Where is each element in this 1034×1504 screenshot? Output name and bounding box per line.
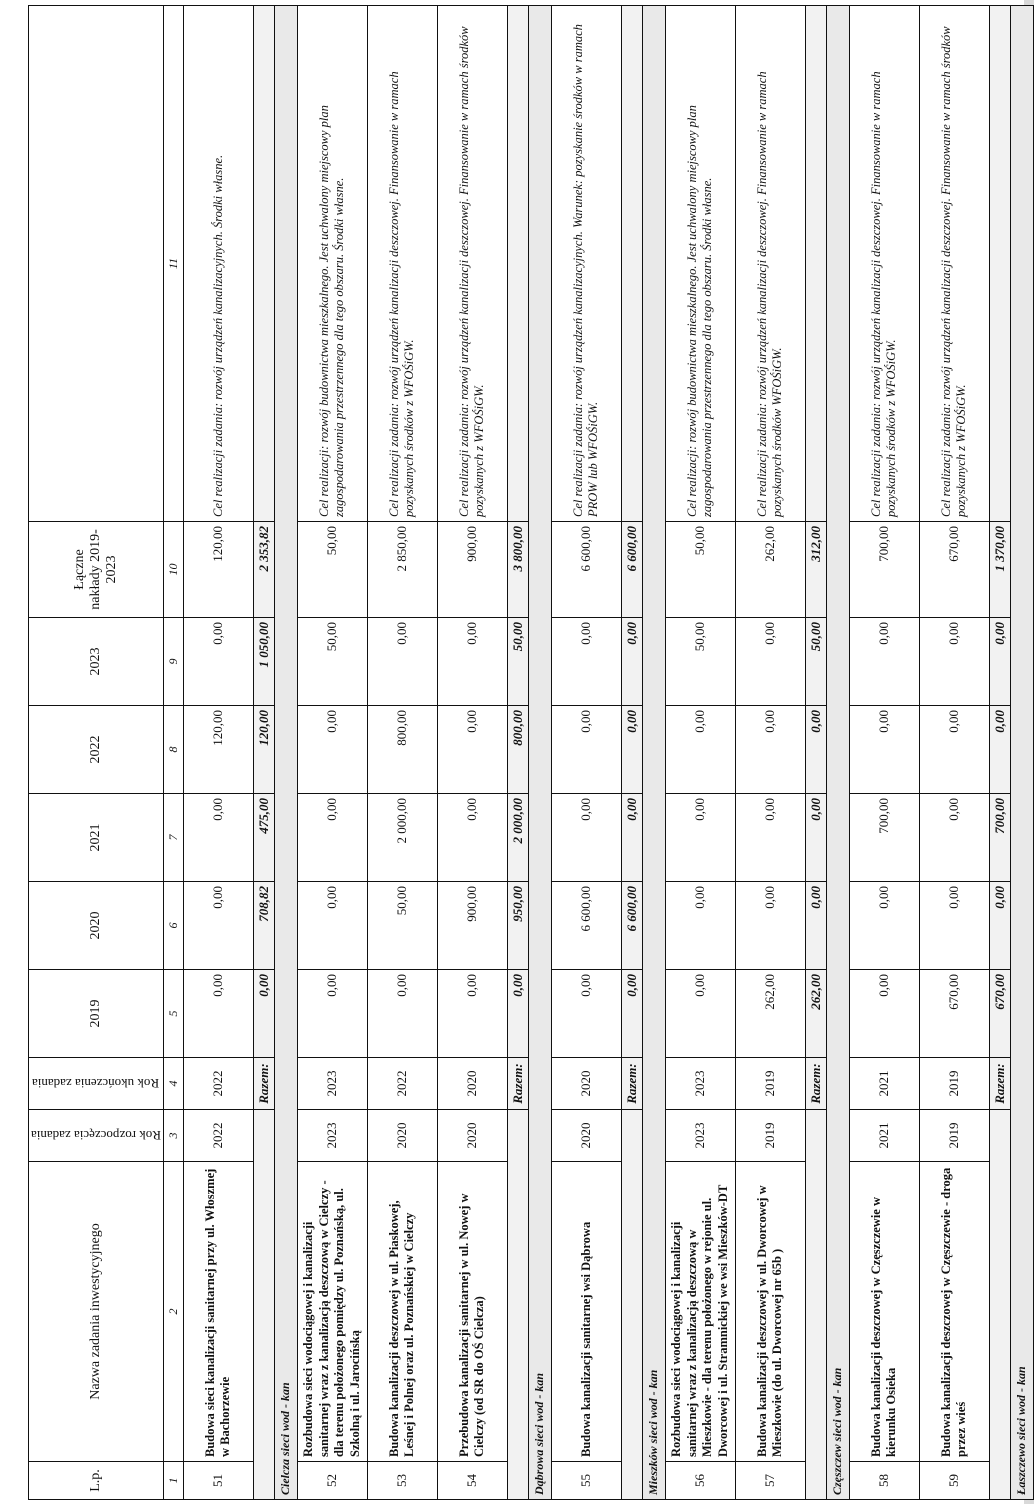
header-task-name: Nazwa zadania inwestycyjnego: [29, 1162, 164, 1462]
cell-v2023: 0,00: [437, 618, 507, 706]
cell-lp: 56: [665, 1462, 735, 1500]
cell-empty: [507, 6, 528, 522]
header-notes: [29, 6, 164, 522]
group-heading-row: [274, 6, 297, 1500]
cell-v2021: 2 000,00: [367, 794, 437, 882]
cell-task-name: Budowa kanalizacji deszczowej w Częszczewie w kierunku Osieka: [849, 1162, 919, 1462]
cell-v2022: 0,00: [735, 706, 805, 794]
cell-total: 2 850,00: [367, 522, 437, 618]
cell-note: Cel realizacji zadania: rozwój urządzeń kanalizacji deszczowej. Finansowanie w ramach pozyskanych środków z WFOŚiGW.: [849, 6, 919, 522]
cell-v2019: 0,00: [437, 970, 507, 1058]
column-number: 8: [163, 706, 183, 794]
cell-v2020: 50,00: [367, 882, 437, 970]
header-lp: L.p.: [29, 1462, 164, 1500]
column-number: 2: [163, 1162, 183, 1462]
cell-start-year: 2023: [665, 1110, 735, 1162]
cell-empty: [621, 1110, 642, 1500]
cell-sum-total: 312,00: [805, 522, 826, 618]
cell-v2021: 0,00: [665, 794, 735, 882]
subtotal-row: [253, 6, 274, 1500]
cell-v2023: 0,00: [735, 618, 805, 706]
cell-sum-v2023: 0,00: [989, 618, 1010, 706]
cell-lp: 58: [849, 1462, 919, 1500]
cell-start-year: 2022: [183, 1110, 253, 1162]
cell-sum-v2021: 0,00: [805, 794, 826, 882]
cell-v2020: 0,00: [735, 882, 805, 970]
cell-v2023: 0,00: [551, 618, 621, 706]
cell-task-name: Budowa kanalizacji sanitarnej wsi Dąbrowa: [551, 1162, 621, 1462]
table-row: [735, 6, 805, 1500]
cell-empty: [253, 6, 274, 522]
cell-v2023: 0,00: [367, 618, 437, 706]
cell-v2023: 0,00: [919, 618, 989, 706]
cell-v2019: 0,00: [367, 970, 437, 1058]
cell-sum-v2019: 0,00: [507, 970, 528, 1058]
cell-v2022: 0,00: [437, 706, 507, 794]
cell-total: 120,00: [183, 522, 253, 618]
cell-end-year: 2019: [919, 1058, 989, 1110]
cell-lp: 59: [919, 1462, 989, 1500]
cell-sum-v2021: 0,00: [621, 794, 642, 882]
cell-v2021: 0,00: [437, 794, 507, 882]
cell-lp: 53: [367, 1462, 437, 1500]
header-2021: 2021: [29, 794, 164, 882]
cell-lp: 54: [437, 1462, 507, 1500]
group-label: Łaszczewo sieci wod - kan: [1010, 6, 1033, 1500]
subtotal-row: [507, 6, 528, 1500]
cell-razem-label: Razem:: [621, 1058, 642, 1110]
cell-v2020: 0,00: [919, 882, 989, 970]
cell-sum-v2022: 800,00: [507, 706, 528, 794]
cell-v2020: 0,00: [849, 882, 919, 970]
cell-sum-v2023: 50,00: [507, 618, 528, 706]
cell-sum-v2023: 0,00: [621, 618, 642, 706]
cell-v2019: 0,00: [849, 970, 919, 1058]
cell-task-name: Budowa kanalizacji deszczowej w ul. Piaskowej, Leśnej i Polnej oraz ul. Poznańskiej w Cielczy: [367, 1162, 437, 1462]
group-label: Dąbrowa sieci wod - kan: [528, 6, 551, 1500]
column-number: 5: [163, 970, 183, 1058]
cell-total: 6 600,00: [551, 522, 621, 618]
cell-v2020: 0,00: [183, 882, 253, 970]
cell-v2023: 0,00: [183, 618, 253, 706]
cell-sum-v2022: 0,00: [989, 706, 1010, 794]
cell-v2019: 0,00: [551, 970, 621, 1058]
investment-table: [28, 5, 1034, 1500]
cell-end-year: 2023: [297, 1058, 367, 1110]
group-label: Częszczew sieci wod - kan: [826, 6, 849, 1500]
cell-v2022: 0,00: [849, 706, 919, 794]
cell-v2023: 50,00: [297, 618, 367, 706]
header-2023: 2023: [29, 618, 164, 706]
cell-sum-v2019: 262,00: [805, 970, 826, 1058]
cell-sum-v2021: 2 000,00: [507, 794, 528, 882]
table-row: [551, 6, 621, 1500]
header-2022: 2022: [29, 706, 164, 794]
column-number: 7: [163, 794, 183, 882]
column-number: 4: [163, 1058, 183, 1110]
cell-v2019: 0,00: [297, 970, 367, 1058]
group-heading-row: [1010, 6, 1033, 1500]
header-total: Łączne nakłady 2019-2023: [29, 522, 164, 618]
column-number: 10: [163, 522, 183, 618]
cell-razem-label: Razem:: [805, 1058, 826, 1110]
subtotal-row: [621, 6, 642, 1500]
group-heading-row: [826, 6, 849, 1500]
cell-v2021: 700,00: [849, 794, 919, 882]
table-row: [183, 6, 253, 1500]
cell-task-name: Przebudowa kanalizacji sanitarnej w ul. Nowej w Cielczy (od SR do OŚ Cielcza): [437, 1162, 507, 1462]
cell-lp: 52: [297, 1462, 367, 1500]
cell-sum-v2020: 950,00: [507, 882, 528, 970]
table-row: [665, 6, 735, 1500]
header-start-year: Rok rozpoczęcia zadania: [29, 1110, 164, 1162]
cell-v2022: 0,00: [297, 706, 367, 794]
cell-razem-label: Razem:: [989, 1058, 1010, 1110]
cell-sum-v2019: 0,00: [253, 970, 274, 1058]
cell-sum-v2021: 475,00: [253, 794, 274, 882]
cell-task-name: Rozbudowa sieci wodociągowej i kanalizacji sanitarnej wraz z kanalizacją deszczową w Cielczy - dla terenu położonego pomiędzy ul. Poznańską, ul. Szkolną i ul. Jarocińską: [297, 1162, 367, 1462]
cell-start-year: 2019: [919, 1110, 989, 1162]
cell-empty: [507, 1110, 528, 1500]
cell-sum-total: 1 370,00: [989, 522, 1010, 618]
cell-start-year: 2023: [297, 1110, 367, 1162]
cell-empty: [621, 6, 642, 522]
cell-note: Cel realizacji: rozwój budownictwa mieszkalnego. Jest uchwalony miejscowy plan zagospodarowania przestrzennego dla tego obszaru. Środki własne.: [665, 6, 735, 522]
cell-v2022: 0,00: [919, 706, 989, 794]
cell-v2019: 262,00: [735, 970, 805, 1058]
column-number-row: [163, 6, 183, 1500]
cell-total: 50,00: [665, 522, 735, 618]
group-heading-row: [642, 6, 665, 1500]
subtotal-row: [989, 6, 1010, 1500]
cell-lp: 51: [183, 1462, 253, 1500]
cell-task-name: Budowa sieci kanalizacji sanitarnej przy ul. Włoszmej w Bachorzewie: [183, 1162, 253, 1462]
cell-total: 670,00: [919, 522, 989, 618]
cell-empty: [253, 1110, 274, 1500]
cell-note: Cel realizacji zadania: rozwój urządzeń kanalizacyjnych. Środki własne.: [183, 6, 253, 522]
group-label: Mieszków sieci wod - kan: [642, 6, 665, 1500]
table-row: [367, 6, 437, 1500]
table-row: [437, 6, 507, 1500]
cell-sum-total: 6 600,00: [621, 522, 642, 618]
subtotal-row: [805, 6, 826, 1500]
cell-end-year: 2023: [665, 1058, 735, 1110]
column-number: 9: [163, 618, 183, 706]
cell-end-year: 2020: [437, 1058, 507, 1110]
column-number: 3: [163, 1110, 183, 1162]
cell-lp: 55: [551, 1462, 621, 1500]
cell-end-year: 2020: [551, 1058, 621, 1110]
cell-sum-v2023: 1 050,00: [253, 618, 274, 706]
cell-razem-label: Razem:: [253, 1058, 274, 1110]
cell-note: Cel realizacji zadania: rozwój urządzeń kanalizacji deszczowej. Finansowanie w ramach pozyskanych środków z WFOŚiGW.: [367, 6, 437, 522]
cell-empty: [805, 6, 826, 522]
header-end-year: Rok ukończenia zadania: [29, 1058, 164, 1110]
cell-start-year: 2019: [735, 1110, 805, 1162]
cell-v2021: 0,00: [297, 794, 367, 882]
cell-sum-v2022: 120,00: [253, 706, 274, 794]
cell-v2022: 0,00: [665, 706, 735, 794]
cell-end-year: 2021: [849, 1058, 919, 1110]
cell-task-name: Budowa kanalizacji deszczowej w ul. Dworcowej w Mieszkowie (do ul. Dworcowej nr 65b ): [735, 1162, 805, 1462]
cell-note: Cel realizacji zadania: rozwój urządzeń kanalizacji deszczowej. Finansowanie w ramach środków pozyskanych z WFOŚiGW.: [437, 6, 507, 522]
cell-sum-v2023: 50,00: [805, 618, 826, 706]
cell-v2020: 0,00: [297, 882, 367, 970]
cell-sum-v2022: 0,00: [621, 706, 642, 794]
table-row: [919, 6, 989, 1500]
cell-sum-total: 2 353,82: [253, 522, 274, 618]
cell-v2019: 0,00: [665, 970, 735, 1058]
cell-start-year: 2020: [367, 1110, 437, 1162]
cell-note: Cel realizacji: rozwój budownictwa mieszkalnego. Jest uchwalony miejscowy plan zagospodarowania przestrzennego dla tego obszaru. Środki własne.: [297, 6, 367, 522]
cell-v2023: 50,00: [665, 618, 735, 706]
group-heading-row: [528, 6, 551, 1500]
cell-v2021: 0,00: [735, 794, 805, 882]
cell-note: Cel realizacji zadania: rozwój urządzeń kanalizacyjnych. Warunek: pozyskanie środków w ramach PROW lub WFOŚiGW.: [551, 6, 621, 522]
cell-empty: [805, 1110, 826, 1500]
cell-start-year: 2020: [551, 1110, 621, 1162]
cell-v2022: 120,00: [183, 706, 253, 794]
cell-v2021: 0,00: [183, 794, 253, 882]
cell-note: Cel realizacji zadania: rozwój urządzeń kanalizacji deszczowej. Finansowanie w ramach pozyskanych środków WFOŚiGW.: [735, 6, 805, 522]
cell-v2022: 800,00: [367, 706, 437, 794]
column-number: 6: [163, 882, 183, 970]
cell-task-name: Budowa kanalizacji deszczowej w Częszczewie - droga przez wieś: [919, 1162, 989, 1462]
cell-sum-v2020: 0,00: [805, 882, 826, 970]
cell-total: 50,00: [297, 522, 367, 618]
cell-v2019: 0,00: [183, 970, 253, 1058]
cell-sum-v2021: 700,00: [989, 794, 1010, 882]
cell-sum-v2022: 0,00: [805, 706, 826, 794]
cell-total: 262,00: [735, 522, 805, 618]
column-number: 1: [163, 1462, 183, 1500]
table-row: [849, 6, 919, 1500]
cell-empty: [989, 1110, 1010, 1500]
header-2019: 2019: [29, 970, 164, 1058]
cell-sum-total: 3 800,00: [507, 522, 528, 618]
cell-v2023: 0,00: [849, 618, 919, 706]
cell-task-name: Rozbudowa sieci wodociągowej i kanalizacji sanitarnej wraz z kanalizacją deszczową w Mieszkowie - dla terenu położonego w rejonie ul. Dworcowej i ul. Stramnickiej we wsi Mieszków-DT: [665, 1162, 735, 1462]
cell-v2020: 900,00: [437, 882, 507, 970]
cell-v2022: 0,00: [551, 706, 621, 794]
cell-sum-v2020: 708,82: [253, 882, 274, 970]
cell-start-year: 2020: [437, 1110, 507, 1162]
cell-v2021: 0,00: [919, 794, 989, 882]
cell-lp: 57: [735, 1462, 805, 1500]
cell-sum-v2020: 6 600,00: [621, 882, 642, 970]
cell-sum-v2019: 0,00: [621, 970, 642, 1058]
cell-v2020: 6 600,00: [551, 882, 621, 970]
cell-end-year: 2019: [735, 1058, 805, 1110]
cell-total: 700,00: [849, 522, 919, 618]
cell-start-year: 2021: [849, 1110, 919, 1162]
table-row: [297, 6, 367, 1500]
group-label: Cielcza sieci wod - kan: [274, 6, 297, 1500]
cell-v2020: 0,00: [665, 882, 735, 970]
cell-end-year: 2022: [367, 1058, 437, 1110]
cell-sum-v2020: 0,00: [989, 882, 1010, 970]
cell-sum-v2019: 670,00: [989, 970, 1010, 1058]
cell-end-year: 2022: [183, 1058, 253, 1110]
table-body: [183, 6, 1033, 1500]
header-2020: 2020: [29, 882, 164, 970]
cell-total: 900,00: [437, 522, 507, 618]
cell-razem-label: Razem:: [507, 1058, 528, 1110]
cell-empty: [989, 6, 1010, 522]
cell-v2021: 0,00: [551, 794, 621, 882]
column-number: 11: [163, 6, 183, 522]
cell-note: Cel realizacji zadania: rozwój urządzeń kanalizacji deszczowej. Finansowanie w ramach środków pozyskanych z WFOŚiGW.: [919, 6, 989, 522]
cell-v2019: 670,00: [919, 970, 989, 1058]
